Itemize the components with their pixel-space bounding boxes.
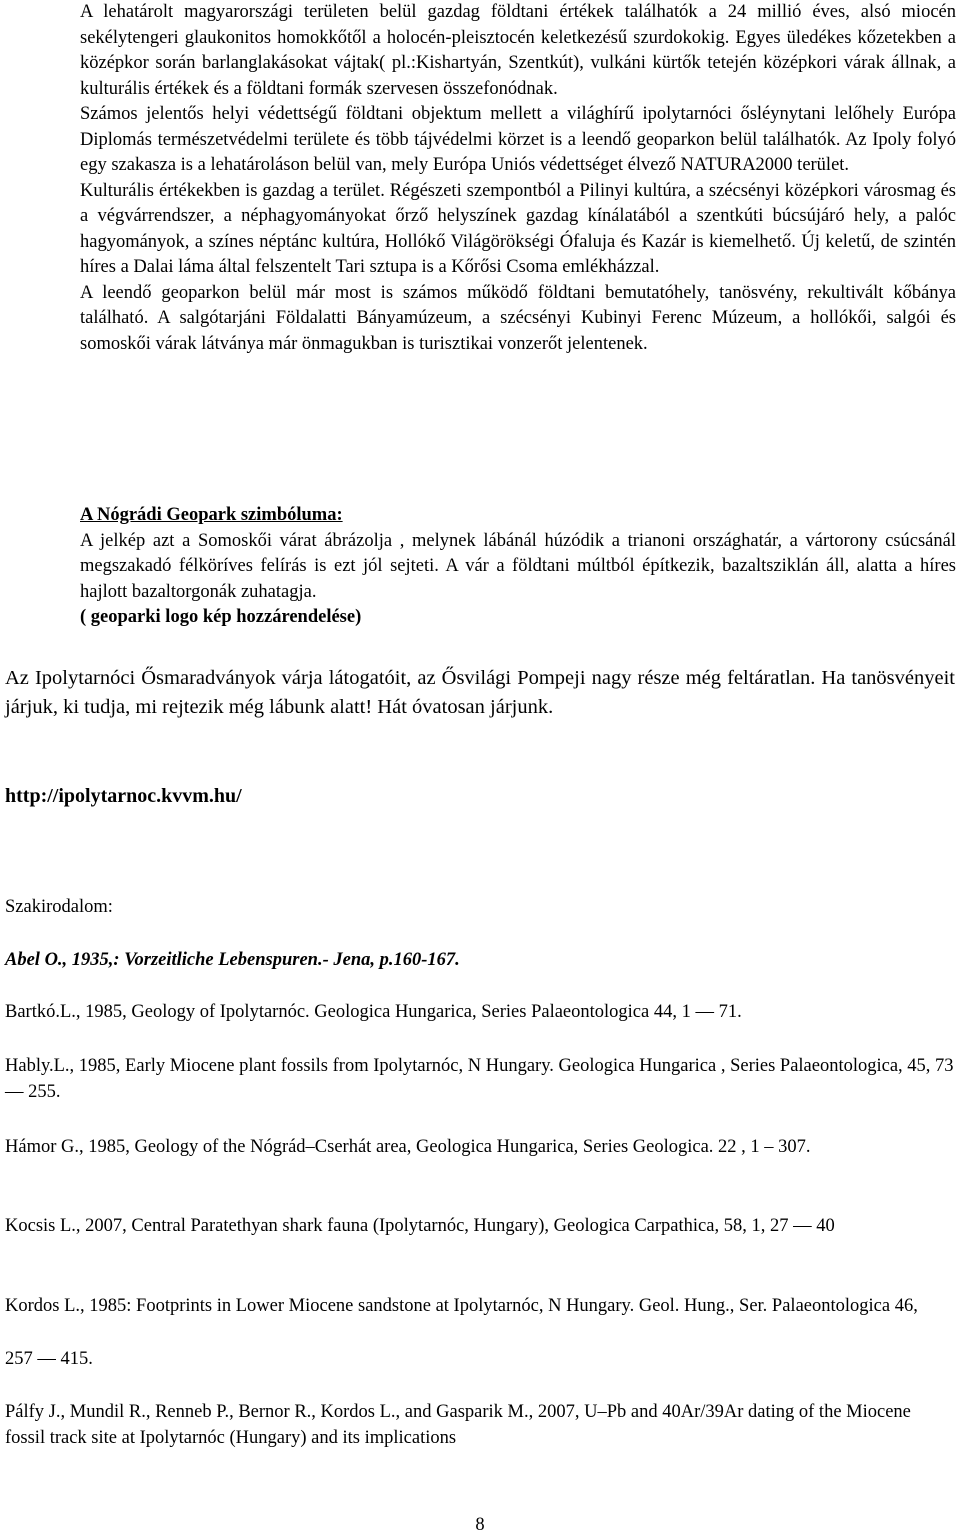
intro-section [80, 0, 956, 357]
reference-item: Bartkó.L., 1985, Geology of Ipolytarnóc. Geologica Hungarica, Series Palaeontologica 44, 1 — 71. [5, 1002, 742, 1022]
reference-item: Hámor G., 1985, Geology of the Nógrád–Cserhát area, Geologica Hungarica, Series Geologica. 22 , 1 – 307. [5, 1137, 811, 1157]
website-link[interactable]: http://ipolytarnoc.kvvm.hu/ [5, 785, 242, 807]
symbol-heading: A Nógrádi Geopark szimbóluma: [80, 505, 343, 525]
closing-paragraph: Az Ipolytarnóci Ősmaradványok várja látogatóit, az Ősvilági Pompeji nagy része még feltáratlan. Ha tanösvényeit járjuk, ki tudja, mi rejtezik még lábunk alatt! Hát óvatosan járjunk. [5, 667, 955, 718]
symbol-text: A jelkép azt a Somoskői várat ábrázolja , melynek lábánál húzódik a trianoni országhatár, a vártorony csúcsánál megszakadó félköríves felírás is ezt jól sejteti. A vár a földtani múltból építkezik, bazaltsziklán áll, alatta a híres hajlott bazaltorgonák zuhatagja. [80, 530, 956, 602]
references-title: Szakirodalom: [5, 897, 113, 917]
intro-paragraph-3: Kulturális értékekben is gazdag a terület. Régészeti szempontból a Pilinyi kultúra, a szécsényi középkori városmag és a végvárrendszer, a néphagyományokat őrző helyszínek gazdag kínálatából a szentkúti búcsújáró hely, a palóc hagyományok, a színes néptánc kultúra, Hollókő Világörökségi Ófaluja és Kazár is kiemelhető. Új keletű, de szintén híres a Dalai láma által felszentelt Tari sztupa is a Kőrősi Csoma emlékházzal. [80, 180, 956, 277]
intro-paragraph-4: A leendő geoparkon belül már most is számos működő földtani bemutatóhely, tanösvény, rekultivált kőbánya található. A salgótarjáni Földalatti Bányamúzeum, a szécsényi Kubinyi Ferenc Múzeum, a hollókői, salgói és somoskői várak látványa már önmagukban is turisztikai vonzerőt jelentenek. [80, 282, 956, 354]
reference-item: Abel O., 1935,: Vorzeitliche Lebenspuren.- Jena, p.160-167. [5, 950, 460, 970]
reference-item: Hably.L., 1985, Early Miocene plant fossils from Ipolytarnóc, N Hungary. Geologica Hungarica , Series Palaeontologica, 45, 73 — 255. [5, 1056, 954, 1102]
page-number: 8 [475, 1515, 485, 1535]
symbol-section [80, 503, 956, 631]
logo-note: ( geoparki logo kép hozzárendelése) [80, 607, 362, 627]
intro-paragraph-2: Számos jelentős helyi védettségű földtani objektum mellett a világhírű ipolytarnóci ősléynytani lelőhely Európa Diplomás természetvédelmi területe és több tájvédelmi körzet is a leendő geoparkon belül találhatók. Az Ipoly folyó egy szakasza is a lehatároláson belül van, mely Európa Uniós védettséget élvező NATURA2000 terület. [80, 104, 956, 175]
reference-item: Kocsis L., 2007, Central Paratethyan shark fauna (Ipolytarnóc, Hungary), Geologica Carpathica, 58, 1, 27 — 40 [5, 1216, 835, 1236]
reference-item: 257 — 415. [5, 1349, 93, 1369]
reference-item: Kordos L., 1985: Footprints in Lower Miocene sandstone at Ipolytarnóc, N Hungary. Geol. Hung., Ser. Palaeontologica 46, [5, 1296, 918, 1316]
intro-paragraph-1: A lehatárolt magyarországi területen belül gazdag földtani értékek találhatók a 24 millió éves, alsó miocén sekélytengeri glaukonitos homokkőtől a holocén-pleisztocén keletkezésű szurdokokig. Egyes üledékes kőzetekben a középkor során barlanglakásokat vájtak( pl.:Kishartyán, Szentkút), vulkáni kürtők tetején középkori várak állnak, a kulturális értékek és a földtani formák szervesen összefonódnak. [80, 2, 956, 99]
reference-item: Pálfy J., Mundil R., Renneb P., Bernor R., Kordos L., and Gasparik M., 2007, U–Pb and 40Ar/39Ar dating of the Miocene fossil track site at Ipolytarnóc (Hungary) and its implications [5, 1402, 911, 1448]
